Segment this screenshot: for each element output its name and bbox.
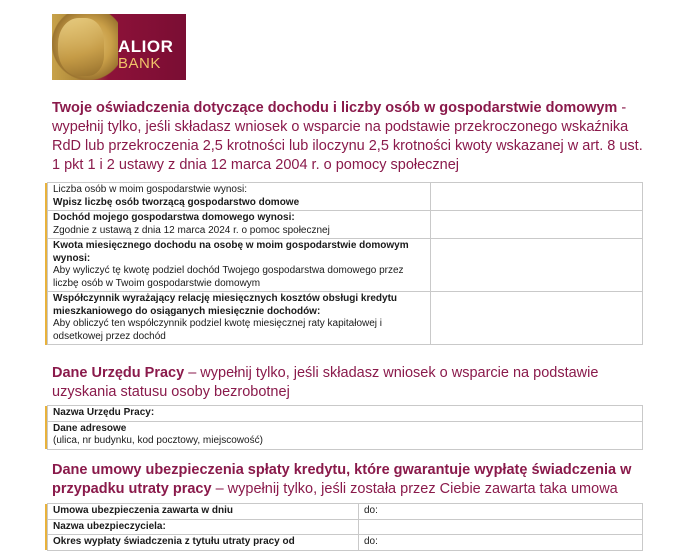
row-label-line1: Liczba osób w moim gospodarstwie wynosi: — [53, 184, 247, 195]
row-sublabel: (ulica, nr budynku, kod pocztowy, miejscowość) — [53, 435, 263, 446]
section3-title-bold: Dane umowy ubezpieczenia spłaty kredytu, które gwarantuje wypłatę świadczenia w przypadku utraty pracy — [52, 462, 632, 497]
row-label-line2: Wpisz liczbę osób tworzącą gospodarstwo domowe — [53, 196, 300, 208]
row-label-line2: Zgodnie z ustawą z dnia 12 marca 2024 r. o pomoc społecznej — [53, 224, 330, 236]
section1-title — [52, 99, 652, 175]
section2-title — [52, 364, 652, 402]
insurance-date-field[interactable]: Umowa ubezpieczenia zawarta w dniu — [48, 504, 359, 520]
row-label-line1: Dochód mojego gospodarstwa domowego wynosi: — [53, 212, 295, 223]
cost-ratio-field[interactable] — [431, 292, 643, 345]
section2-title-bold: Dane Urzędu Pracy — [52, 365, 185, 381]
section1-title-bold: Twoje oświadczenia dotyczące dochodu i liczby osób w gospodarstwie domowym — [52, 100, 618, 116]
row-label — [48, 183, 431, 211]
row-label: Dane adresowe — [53, 422, 127, 434]
table-row — [45, 504, 643, 520]
benefit-period-to-field[interactable]: do: — [359, 535, 643, 551]
income-declaration-table — [45, 182, 643, 345]
section2-title-rest: – wypełnij tylko, jeśli składasz wniosek o wsparcie na podstawie uzyskania statusu osoby bezrobotnej — [52, 365, 599, 400]
alior-bank-logo — [52, 14, 186, 80]
row-label-line1: Współczynnik wyrażający relację miesięcznych kosztów obsługi kredytu mieszkaniowego do osiąganych miesięcznie dochodów: — [53, 293, 398, 317]
table-row — [45, 211, 643, 239]
table-row — [45, 421, 643, 449]
labour-office-table — [45, 405, 643, 450]
row-label-line1: Kwota miesięcznego dochodu na osobę w moim gospodarstwie domowym wynosi: — [53, 240, 409, 264]
benefit-period-from-field[interactable]: Okres wypłaty świadczenia z tytułu utraty pracy od — [48, 535, 359, 551]
logo-text-alior: ALIOR — [118, 37, 174, 56]
row-label — [48, 211, 431, 239]
section3-title — [52, 461, 652, 499]
row-label-line2: Aby wyliczyć tę kwotę podziel dochód Twojego gospodarstwa domowego przez liczbę osób w Twoim gospodarstwie domowym — [53, 265, 404, 289]
labour-office-address-field[interactable] — [48, 421, 643, 449]
labour-office-name-field[interactable] — [48, 406, 643, 422]
table-row — [45, 535, 643, 551]
insurer-name-field[interactable]: Nazwa ubezpieczyciela: — [48, 519, 359, 535]
income-per-person-field[interactable] — [431, 239, 643, 292]
table-row — [45, 239, 643, 292]
insurance-date-to-field[interactable]: do: — [359, 504, 643, 520]
logo-text-bank: BANK — [118, 55, 161, 72]
table-row — [45, 183, 643, 211]
row-label-line2: Aby obliczyć ten współczynnik podziel kwotę miesięcznej raty kapitałowej i odsetkowej przez dochód — [53, 318, 383, 342]
row-label — [48, 292, 431, 345]
logo-head-icon — [52, 14, 118, 80]
section3-title-rest: – wypełnij tylko, jeśli została przez Ciebie zawarta taka umowa — [211, 481, 618, 497]
table-row — [45, 519, 643, 535]
table-row — [45, 406, 643, 422]
section1-title-rest: - wypełnij tylko, jeśli składasz wniosek o wsparcie na podstawie przekroczonego wskaźnika RdD lub przekroczenia 2,5 krotności lub iloczynu 2,5 krotności kwoty wskazanej w art. 8 ust. 1 pkt 1 i 2 ustawy z dnia 12 marca 2004 r. o pomocy społecznej — [52, 100, 643, 173]
table-row — [45, 292, 643, 345]
insurance-table — [45, 503, 643, 551]
household-count-field[interactable] — [431, 183, 643, 211]
row-label: Nazwa Urzędu Pracy: — [53, 407, 155, 418]
household-income-field[interactable] — [431, 211, 643, 239]
insurer-name-extra-field[interactable] — [359, 519, 643, 535]
row-label — [48, 239, 431, 292]
